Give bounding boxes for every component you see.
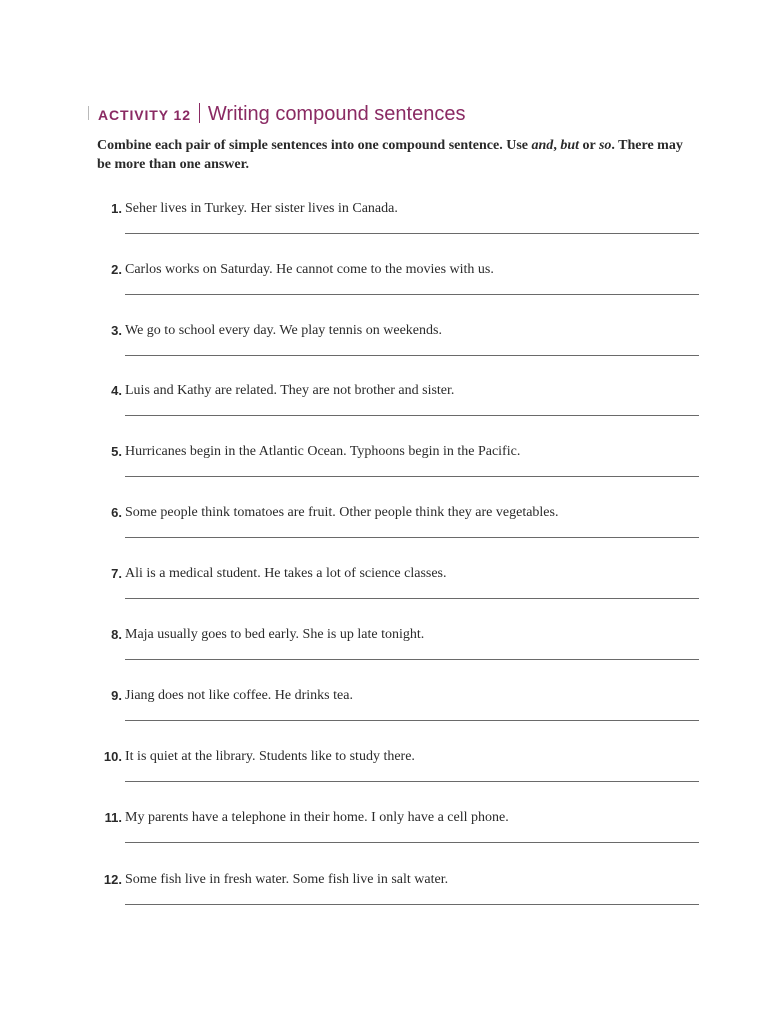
item-number: 5. (111, 444, 122, 459)
item-sentences: Some people think tomatoes are fruit. Other people think they are vegetables. (125, 505, 559, 520)
item-sentences: Luis and Kathy are related. They are not brother and sister. (125, 383, 455, 398)
activity-title: Writing compound sentences (207, 103, 466, 125)
exercise-item-6 (97, 504, 701, 564)
item-sentences: It is quiet at the library. Students like to study there. (125, 749, 415, 764)
item-number: 10. (103, 749, 122, 764)
item-number: 1. (111, 201, 122, 216)
exercise-item-7 (97, 565, 701, 625)
answer-line[interactable] (125, 233, 699, 234)
answer-line[interactable] (125, 720, 699, 721)
item-sentences: My parents have a telephone in their home. I only have a cell phone. (125, 810, 509, 825)
answer-line[interactable] (125, 598, 699, 599)
exercise-item-2 (97, 261, 701, 321)
item-number: 12. (103, 872, 122, 887)
item-number: 9. (111, 688, 122, 703)
item-number: 6. (111, 505, 122, 520)
exercise-item-5 (97, 443, 701, 503)
item-number: 4. (111, 383, 122, 398)
item-number: 2. (111, 262, 122, 277)
instructions-sep2: or (579, 138, 599, 153)
item-number: 3. (111, 323, 122, 338)
instructions-sep1: , (553, 138, 561, 153)
activity-divider (199, 103, 200, 123)
exercise-item-1 (97, 200, 701, 260)
exercise-item-11 (97, 809, 701, 869)
instructions-word-and: and (531, 138, 554, 153)
item-sentences: Seher lives in Turkey. Her sister lives in Canada. (125, 201, 398, 216)
answer-line[interactable] (125, 294, 699, 295)
instructions (97, 136, 697, 174)
item-sentences: Jiang does not like coffee. He drinks tea. (125, 688, 353, 703)
exercise-item-3 (97, 322, 701, 382)
exercise-item-9 (97, 687, 701, 747)
answer-line[interactable] (125, 355, 699, 356)
exercise-item-10 (97, 748, 701, 808)
item-sentences: Ali is a medical student. He takes a lot of science classes. (125, 566, 447, 581)
activity-header (88, 100, 465, 126)
item-sentences: Maja usually goes to bed early. She is up late tonight. (125, 627, 425, 642)
item-number: 8. (111, 627, 122, 642)
exercise-item-4 (97, 382, 701, 442)
exercise-item-8 (97, 626, 701, 686)
instructions-part1: Combine each pair of simple sentences into one compound sentence. Use (97, 138, 532, 153)
item-sentences: Some fish live in fresh water. Some fish live in salt water. (125, 872, 449, 887)
answer-line[interactable] (125, 781, 699, 782)
answer-line[interactable] (125, 537, 699, 538)
answer-line[interactable] (125, 904, 699, 905)
answer-line[interactable] (125, 842, 699, 843)
item-sentences: Hurricanes begin in the Atlantic Ocean. Typhoons begin in the Pacific. (125, 444, 521, 459)
answer-line[interactable] (125, 659, 699, 660)
activity-label: ACTIVITY 12 (98, 107, 191, 123)
instructions-word-but: but (560, 138, 579, 153)
exercise-item-12 (97, 871, 701, 931)
answer-line[interactable] (125, 415, 699, 416)
instructions-part2: . There may be more than one answer. (97, 138, 683, 172)
item-sentences: Carlos works on Saturday. He cannot come to the movies with us. (125, 262, 494, 277)
item-sentences: We go to school every day. We play tennis on weekends. (125, 323, 442, 338)
item-number: 7. (111, 566, 122, 581)
answer-line[interactable] (125, 476, 699, 477)
instructions-word-so: so (598, 138, 612, 153)
item-number: 11. (104, 810, 122, 825)
